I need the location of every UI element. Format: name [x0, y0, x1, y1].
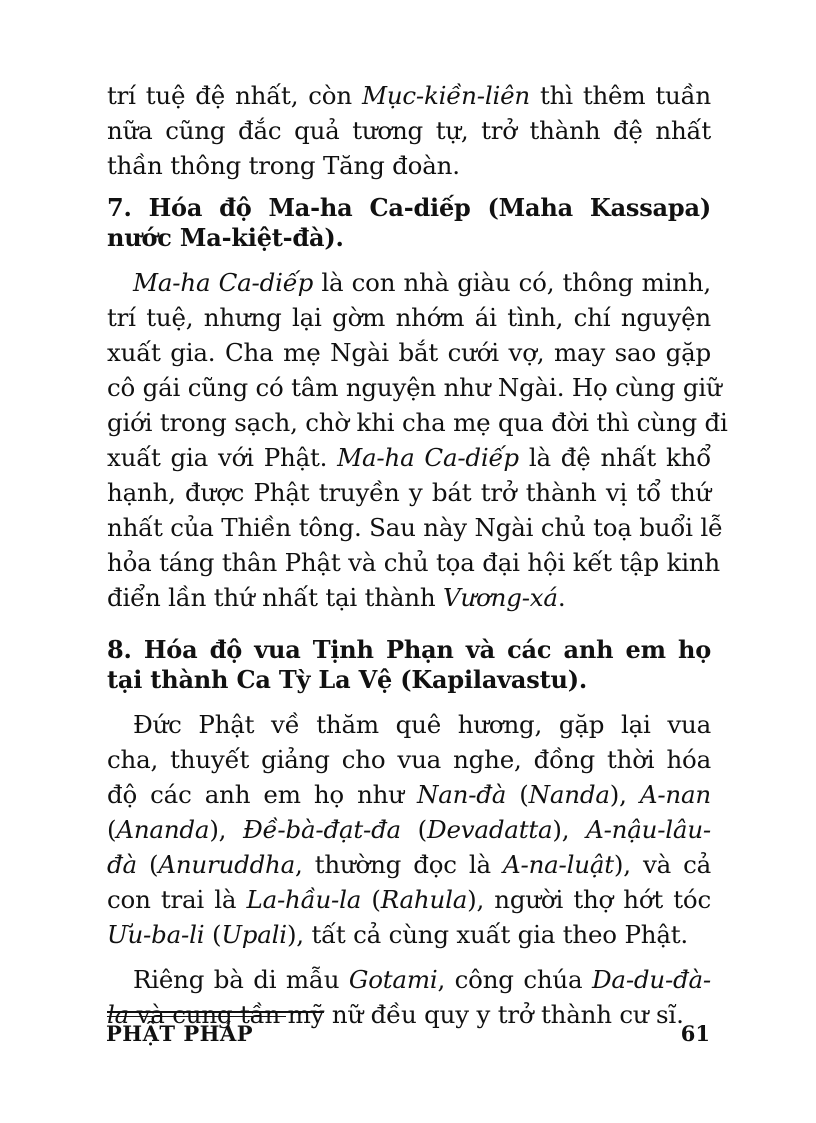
text-run: Đức Phật về thăm quê hương, gặp lại vua — [133, 710, 711, 739]
page-body — [107, 78, 728, 1032]
intro-paragraph — [107, 78, 711, 183]
italic-term: Ma-ha Ca-diếp — [133, 268, 314, 297]
section-7-heading — [107, 193, 711, 253]
text-line — [107, 742, 711, 777]
section-8-paragraph-1 — [107, 707, 711, 952]
section-8 — [107, 635, 711, 1032]
italic-term: A-nậu-lâu- — [586, 815, 711, 844]
footer-book-title: PHẬT PHÁP — [106, 1021, 254, 1046]
italic-term: Đề-bà-đạt-đa — [242, 815, 401, 844]
text-run: Riêng bà di mẫu — [133, 965, 349, 994]
italic-term: Ưu-ba-li — [107, 920, 205, 949]
text-run: ( — [107, 815, 117, 844]
italic-term: Ananda — [116, 815, 210, 844]
italic-term: Vương-xá — [443, 583, 558, 612]
heading-line: tại thành Ca Tỳ La Vệ (Kapilavastu). — [107, 665, 588, 694]
text-run: ( — [400, 815, 428, 844]
text-line — [107, 265, 711, 300]
text-run: , thường đọc là — [295, 850, 503, 879]
italic-term: Ma-ha Ca-diếp — [337, 443, 519, 472]
text-run: thì thêm tuần — [529, 81, 711, 110]
text-line — [107, 510, 723, 545]
text-run: cha, thuyết giảng cho vua nghe, đồng thời hóa — [107, 745, 711, 774]
italic-term: Nanda — [528, 780, 610, 809]
footer-rule-thin — [107, 1016, 286, 1017]
section-7 — [107, 193, 728, 615]
italic-term: Anuruddha — [158, 850, 296, 879]
italic-term: Nan-đà — [416, 780, 507, 809]
text-run: thần thông trong Tăng đoàn. — [107, 151, 460, 180]
text-run: con trai là — [107, 885, 247, 914]
text-line — [107, 148, 711, 183]
text-run: ( — [506, 780, 529, 809]
text-run: ( — [136, 850, 159, 879]
text-run: xuất gia với Phật. — [107, 443, 338, 472]
text-line — [107, 78, 711, 113]
text-run: ), — [552, 815, 587, 844]
heading-line: 7. Hóa độ Ma-ha Ca-diếp (Maha Kassapa) — [107, 193, 711, 222]
text-line — [107, 812, 711, 847]
text-run: nữa cũng đắc quả tương tự, trở thành đệ nhất — [107, 116, 711, 145]
text-line — [107, 847, 711, 882]
text-run: là con nhà giàu có, thông minh, — [313, 268, 712, 297]
text-run: điển lần thứ nhất tại thành — [107, 583, 444, 612]
text-run: hỏa táng thân Phật và chủ tọa đại hội kết tập kinh — [107, 548, 721, 577]
page-number: 61 — [680, 1021, 710, 1046]
text-run: ), — [609, 780, 640, 809]
italic-term: la — [107, 1000, 130, 1029]
heading-line: 8. Hóa độ vua Tịnh Phạn và các anh em họ — [107, 635, 711, 664]
italic-term: A-na-luật — [503, 850, 614, 879]
text-line — [107, 335, 711, 370]
text-line — [107, 882, 711, 917]
text-run: ), tất cả cùng xuất gia theo Phật. — [286, 920, 688, 949]
text-line — [107, 113, 711, 148]
text-line — [107, 962, 711, 997]
text-run: ( — [361, 885, 381, 914]
italic-term: La-hầu-la — [246, 885, 362, 914]
text-run: ), người thợ hớt tóc — [467, 885, 711, 914]
text-run: hạnh, được Phật truyền y bát trở thành vị tổ thứ — [107, 478, 711, 507]
italic-term: Mục-kiền-liên — [361, 81, 530, 110]
italic-term: A-nan — [639, 780, 711, 809]
text-run: cô gái cũng có tâm nguyện như Ngài. Họ cùng giữ — [107, 373, 722, 402]
text-run: , công chúa — [437, 965, 592, 994]
text-line — [107, 475, 711, 510]
text-run: . — [557, 583, 566, 612]
italic-term: Upali — [221, 920, 287, 949]
italic-term: Devadatta — [427, 815, 553, 844]
text-line — [107, 545, 721, 580]
text-run: ), và cả — [613, 850, 711, 879]
section-8-heading — [107, 635, 711, 695]
text-run: và cung tần mỹ nữ đều quy y trở thành cư sĩ. — [129, 1000, 684, 1029]
text-run: ), — [209, 815, 243, 844]
text-run: là đệ nhất khổ — [518, 443, 712, 472]
italic-term: Rahula — [380, 885, 468, 914]
text-run: trí tuệ, nhưng lại gờm nhớm ái tình, chí nguyện — [107, 303, 711, 332]
text-run: xuất gia. Cha mẹ Ngài bắt cưới vợ, may sao gặp — [107, 338, 711, 367]
text-run: độ các anh em họ như — [107, 780, 417, 809]
footer-rule — [107, 1011, 324, 1013]
text-line — [107, 580, 711, 615]
text-run: giới trong sạch, chờ khi cha mẹ qua đời thì cùng đi — [107, 408, 728, 437]
italic-term: đà — [107, 850, 137, 879]
text-line — [107, 777, 711, 812]
heading-line: nước Ma-kiệt-đà). — [107, 223, 344, 252]
italic-term: Gotami — [348, 965, 438, 994]
italic-term: Da-du-đà- — [591, 965, 712, 994]
text-run: nhất của Thiền tông. Sau này Ngài chủ toạ buổi lễ — [107, 513, 723, 542]
text-run: ( — [204, 920, 222, 949]
section-7-paragraph — [107, 265, 728, 615]
text-run: trí tuệ đệ nhất, còn — [107, 81, 362, 110]
text-line — [107, 300, 711, 335]
text-line — [107, 917, 711, 952]
text-line — [107, 405, 728, 440]
text-line — [107, 707, 711, 742]
text-line — [107, 440, 711, 475]
text-line — [107, 370, 722, 405]
